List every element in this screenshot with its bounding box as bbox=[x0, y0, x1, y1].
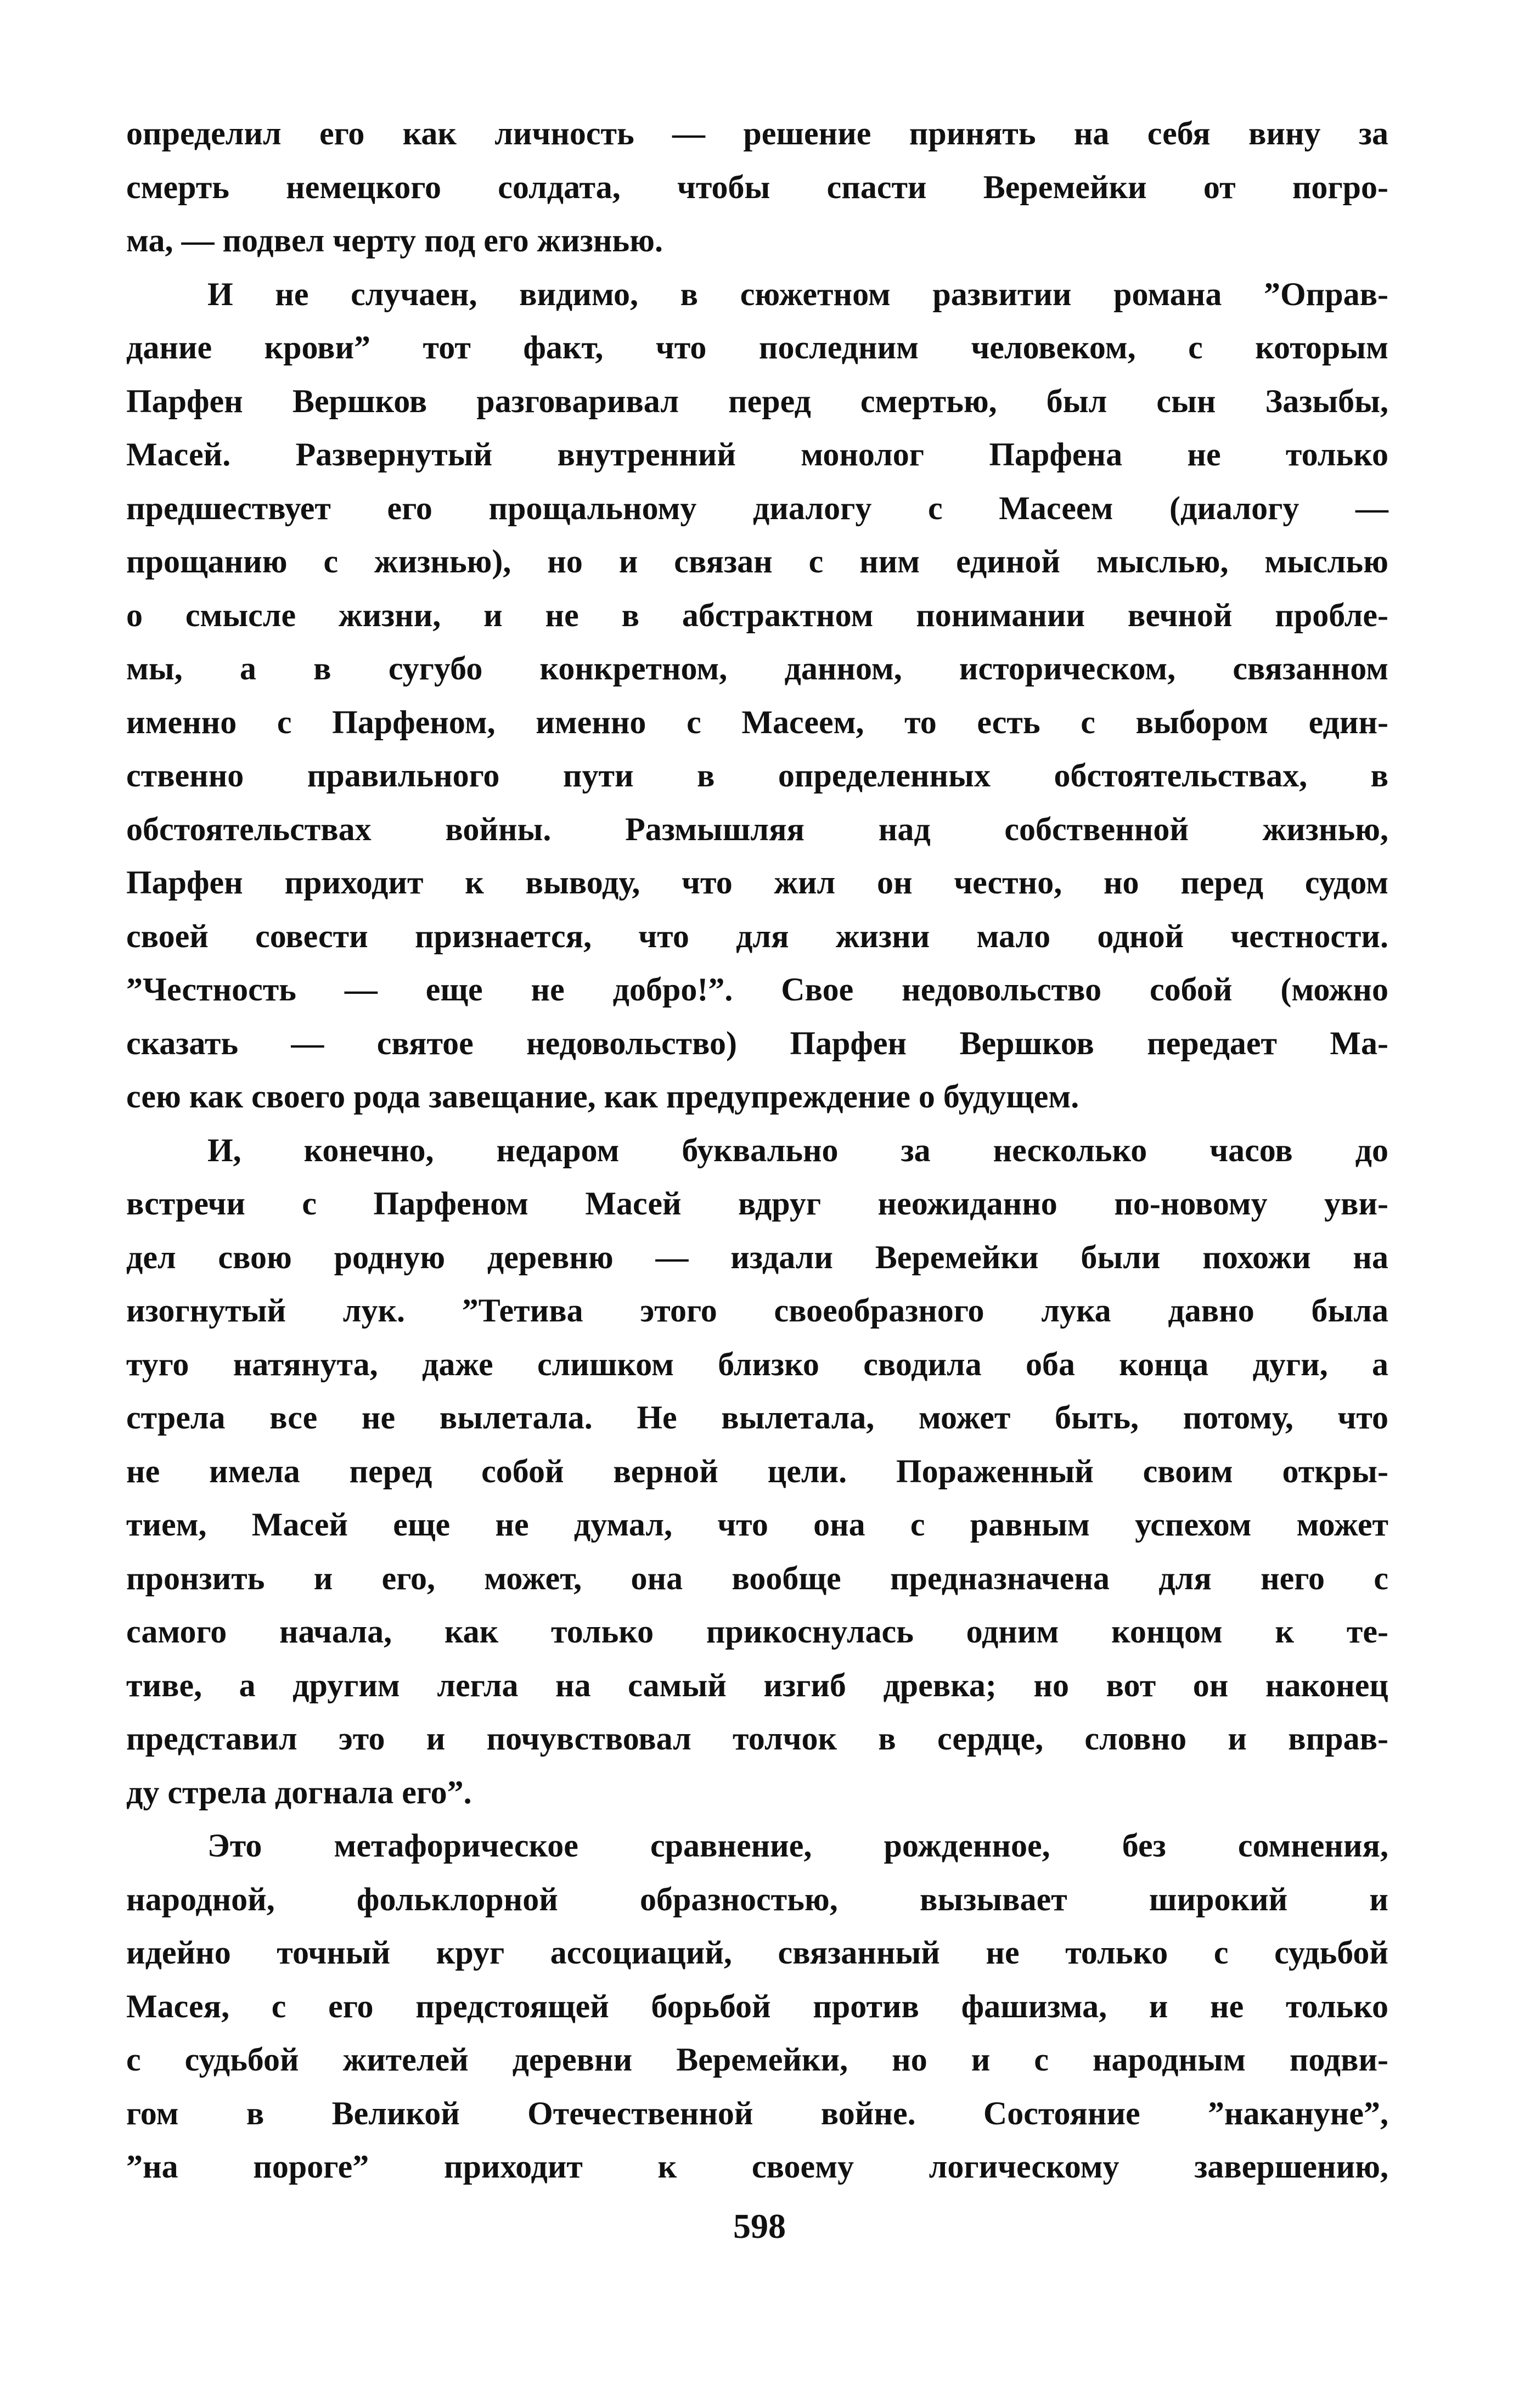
text-line: ственно правильного пути в определенных обстоятельствах, в bbox=[126, 757, 1388, 794]
text-line: не имела перед собой верной цели. Пораженный своим откры- bbox=[126, 1453, 1388, 1489]
text-line: туго натянута, даже слишком близко сводила оба конца дуги, а bbox=[126, 1346, 1388, 1382]
text-line: тиве, а другим легла на самый изгиб древка; но вот он наконец bbox=[126, 1667, 1388, 1703]
text-line: прощанию с жизнью), но и связан с ним единой мыслью, мыслью bbox=[126, 543, 1388, 580]
text-line: именно с Парфеном, именно с Масеем, то есть с выбором един- bbox=[126, 704, 1388, 740]
text-line: дание крови” тот факт, что последним человеком, с которым bbox=[126, 329, 1388, 365]
text-line: мы, а в сугубо конкретном, данном, историческом, связанном bbox=[126, 650, 1388, 687]
paragraph-2 bbox=[126, 268, 1388, 1124]
text-line: народной, фольклорной образностью, вызывает широкий и bbox=[126, 1881, 1388, 1917]
paragraph-1 bbox=[126, 107, 1388, 268]
text-line: тием, Масей еще не думал, что она с равным успехом может bbox=[126, 1506, 1388, 1543]
text-line: обстоятельствах войны. Размышляя над собственной жизнью, bbox=[126, 811, 1388, 847]
text-line: встречи с Парфеном Масей вдруг неожиданно по-новому уви- bbox=[126, 1185, 1388, 1222]
text-line: о смысле жизни, и не в абстрактном понимании вечной пробле- bbox=[126, 597, 1388, 633]
page-body bbox=[126, 107, 1388, 2194]
text-line: И, конечно, недаром буквально за несколько часов до bbox=[207, 1132, 1388, 1168]
text-line: Это метафорическое сравнение, рожденное, без сомнения, bbox=[207, 1827, 1388, 1864]
text-line: идейно точный круг ассоциаций, связанный не только с судьбой bbox=[126, 1934, 1388, 1971]
text-line: Парфен Вершков разговаривал перед смертью, был сын Зазыбы, bbox=[126, 382, 1388, 419]
text-line: пронзить и его, может, она вообще предназначена для него с bbox=[126, 1560, 1388, 1596]
text-line: дел свою родную деревню — издали Веремейки были похожи на bbox=[126, 1239, 1388, 1275]
text-line: И не случаен, видимо, в сюжетном развитии романа ”Оправ- bbox=[207, 275, 1388, 312]
text-line: Масей. Развернутый внутренний монолог Парфена не только bbox=[126, 436, 1388, 472]
text-line: ма, — подвел черту под его жизнью. bbox=[126, 222, 663, 258]
text-line: с судьбой жителей деревни Веремейки, но и с народным подви- bbox=[126, 2041, 1388, 2078]
paragraph-3 bbox=[126, 1124, 1388, 1820]
text-line: Парфен приходит к выводу, что жил он честно, но перед судом bbox=[126, 864, 1388, 901]
text-line: сею как своего рода завещание, как предупреждение о будущем. bbox=[126, 1078, 1079, 1115]
text-line: своей совести признается, что для жизни мало одной честности. bbox=[126, 918, 1388, 954]
text-line: гом в Великой Отечественной войне. Состояние ”накануне”, bbox=[126, 2095, 1388, 2131]
text-line: смерть немецкого солдата, чтобы спасти Веремейки от погро- bbox=[126, 168, 1388, 205]
page-number: 598 bbox=[733, 2207, 786, 2246]
text-line: ”на пороге” приходит к своему логическому завершению, bbox=[126, 2148, 1388, 2185]
text-line: ”Честность — еще не добро!”. Свое недовольство собой (можно bbox=[126, 971, 1388, 1008]
text-line: Масея, с его предстоящей борьбой против фашизма, и не только bbox=[126, 1988, 1388, 2024]
text-line: изогнутый лук. ”Тетива этого своеобразного лука давно была bbox=[126, 1292, 1388, 1329]
text-line: сказать — святое недовольство) Парфен Вершков передает Ма- bbox=[126, 1025, 1388, 1061]
text-line: представил это и почувствовал толчок в сердце, словно и вправ- bbox=[126, 1720, 1388, 1757]
text-line: стрела все не вылетала. Не вылетала, может быть, потому, что bbox=[126, 1399, 1388, 1436]
text-line: предшествует его прощальному диалогу с Масеем (диалогу — bbox=[126, 490, 1388, 526]
paragraph-4 bbox=[126, 1819, 1388, 2194]
text-line: ду стрела догнала его”. bbox=[126, 1774, 472, 1810]
text-line: самого начала, как только прикоснулась одним концом к те- bbox=[126, 1613, 1388, 1650]
text-line: определил его как личность — решение принять на себя вину за bbox=[126, 115, 1388, 151]
